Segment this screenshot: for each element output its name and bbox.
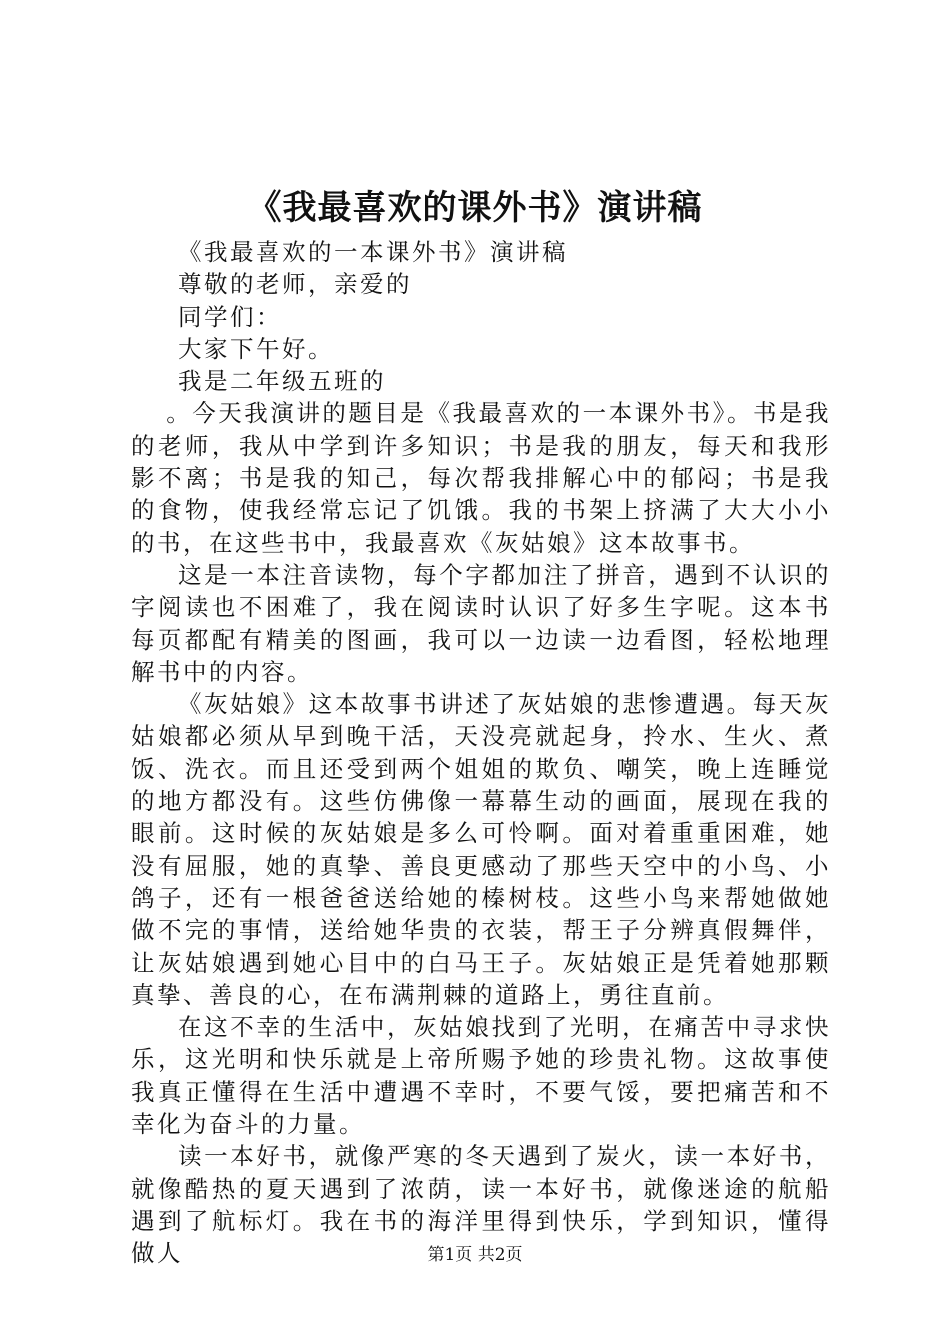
paragraph-subtitle: 《我最喜欢的一本课外书》演讲稿 [178, 238, 568, 266]
paragraph-intro: 我是二年级五班的 [178, 367, 386, 396]
document-body [131, 236, 831, 1270]
paragraph-salutation-cont: 同学们： [178, 302, 282, 331]
paragraph-lesson: 在这不幸的生活中，灰姑娘找到了光明，在痛苦中寻求快乐，这光明和快乐就是上帝所赐予她的珍贵礼物。这故事使我真正懂得在生活中遭遇不幸时，不要气馁，要把痛苦和不幸化为奋斗的力量。 [131, 1013, 831, 1139]
paragraph-greeting: 大家下午好。 [178, 334, 334, 363]
paragraph-conclusion: 读一本好书，就像严寒的冬天遇到了炭火，读一本好书，就像酷热的夏天遇到了浓荫，读一本好书，就像迷途的航船遇到了航标灯。我在书的海洋里得到快乐，学到知识，懂得做人 [131, 1142, 831, 1268]
paragraph-book-description: 这是一本注音读物，每个字都加注了拼音，遇到不认识的字阅读也不困难了，我在阅读时认识了好多生字呢。这本书每页都配有精美的图画，我可以一边读一边看图，轻松地理解书中的内容。 [131, 560, 831, 686]
paragraph-topic: 。今天我演讲的题目是《我最喜欢的一本课外书》。书是我的老师，我从中学到许多知识；书是我的朋友，每天和我形影不离；书是我的知己，每次帮我排解心中的郁闷；书是我的食物，使我经常忘记了饥饿。我的书架上挤满了大大小小的书，在这些书中，我最喜欢《灰姑娘》这本故事书。 [131, 399, 831, 557]
page-footer: 第1页 共2页 [427, 1245, 523, 1265]
paragraph-story: 《灰姑娘》这本故事书讲述了灰姑娘的悲惨遭遇。每天灰姑娘都必须从早到晚干活，天没亮就起身，拎水、生火、煮饭、洗衣。而且还受到两个姐姐的欺负、嘲笑，晚上连睡觉的地方都没有。这些仿佛像一幕幕生动的画面，展现在我的眼前。这时候的灰姑娘是多么可怜啊。面对着重重困难，她没有屈服，她的真挚、善良更感动了那些天空中的小鸟、小鸽子，还有一根爸爸送给她的榛树枝。这些小鸟来帮她做她做不完的事情，送给她华贵的衣装，帮王子分辨真假舞伴，让灰姑娘遇到她心目中的白马王子。灰姑娘正是凭着她那颗真挚、善良的心，在布满荆棘的道路上，勇往直前。 [131, 690, 831, 1009]
paragraph-salutation: 尊敬的老师，亲爱的 [178, 270, 412, 299]
document-title: 《我最喜欢的课外书》演讲稿 [247, 188, 703, 228]
